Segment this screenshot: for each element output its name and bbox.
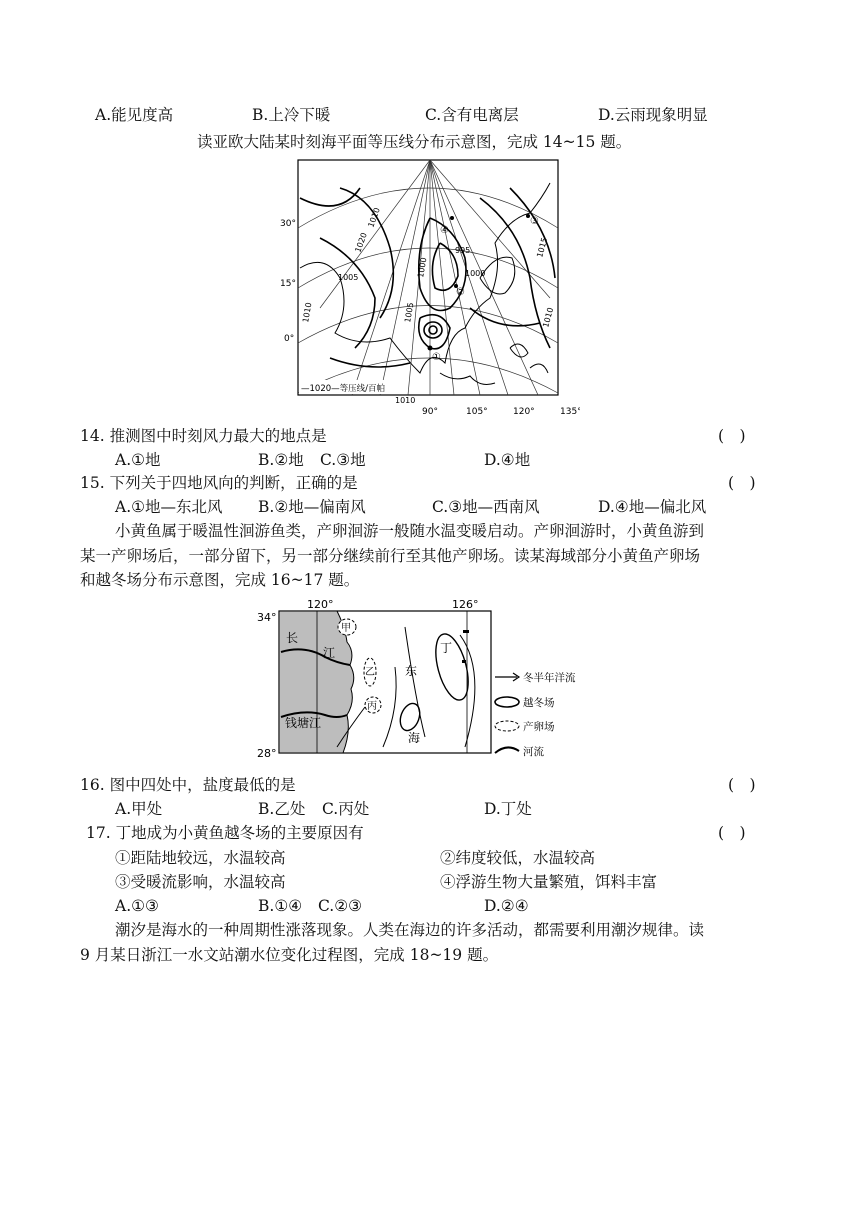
q13-option-c: C.含有电离层	[425, 106, 519, 124]
point-label: ②	[456, 287, 465, 298]
legend-current: 冬半年洋流	[523, 672, 576, 684]
q16-option-c: C.丙处	[322, 800, 370, 818]
q17-paren: ( )	[718, 824, 746, 842]
lat-label: 34°	[257, 611, 277, 624]
paragraph-line: 潮汐是海水的一种周期性涨落现象。人类在海边的许多活动，都需要利用潮汐规律。读	[115, 921, 705, 939]
paragraph-line: 某一产卵场后，一部分留下，另一部分继续前行至其他产卵场。读某海域部分小黄鱼产卵场	[80, 547, 701, 565]
place-label-bing: 丙	[367, 701, 377, 712]
lat-label: 30°	[280, 219, 296, 229]
q17-option-a: A.①③	[115, 897, 159, 915]
q17-option-c: C.②③	[318, 897, 363, 915]
q14-option-a: A.①地	[115, 451, 161, 469]
isobar-map	[280, 158, 580, 418]
q16-paren: ( )	[728, 776, 756, 794]
q14-option-c: C.③地	[320, 451, 366, 469]
lat-label: 0°	[284, 334, 295, 344]
isobar-label: 1005	[403, 301, 416, 324]
q17-statement-1: ①距陆地较远，水温较高	[115, 849, 286, 867]
q16-option-a: A.甲处	[115, 800, 163, 818]
q13-option-d: D.云雨现象明显	[598, 106, 708, 124]
isobar-label: 995	[455, 246, 471, 255]
isobar-label: 1010	[366, 206, 382, 229]
lat-label: 28°	[257, 747, 277, 760]
lat-label: 15°	[280, 279, 296, 289]
isobar-label: 1010	[541, 306, 556, 329]
q14-stem: 14. 推测图中时刻风力最大的地点是	[80, 427, 327, 445]
q15-paren: ( )	[728, 474, 756, 492]
point-marker	[428, 346, 433, 351]
q15-option-d: D.④地—偏北风	[598, 498, 707, 516]
q15-option-c: C.③地—西南风	[432, 498, 540, 516]
point-marker	[450, 216, 454, 220]
place-label-jia: 甲	[341, 623, 351, 634]
q17-statement-2: ②纬度较低，水温较高	[440, 849, 596, 867]
place-label-yi: 乙	[365, 667, 375, 678]
river-label: 钱塘江	[285, 716, 322, 730]
q14-option-d: D.④地	[484, 451, 531, 469]
lon-label: 90°	[422, 407, 438, 417]
legend-river: 河流	[523, 746, 544, 758]
isobar-label: 1015	[535, 236, 550, 259]
place-label-ding: 丁	[440, 641, 453, 655]
isobar-label: 1010	[301, 301, 314, 324]
q17-stem: 17. 丁地成为小黄鱼越冬场的主要原因有	[86, 824, 364, 842]
lon-label: 120°	[307, 598, 334, 611]
point-label: ④	[440, 225, 449, 236]
isobar-label: 1000	[465, 269, 486, 278]
legend-spawning: 产卵场	[523, 721, 555, 733]
q14-paren: ( )	[718, 427, 746, 445]
isobar-label: 1000	[416, 256, 429, 279]
q13-option-b: B.上冷下暖	[252, 106, 331, 124]
lon-label: 135°	[560, 407, 580, 417]
legend-wintering: 越冬场	[523, 697, 555, 709]
q16-option-b: B.乙处	[258, 800, 306, 818]
isobar-label: 1010	[395, 396, 416, 405]
q16-option-d: D.丁处	[484, 800, 532, 818]
paragraph-line: 小黄鱼属于暖温性洄游鱼类，产卵洄游一般随水温变暖启动。产卵洄游时，小黄鱼游到	[115, 522, 705, 540]
intro-14-15: 读亚欧大陆某时刻海平面等压线分布示意图，完成 14~15 题。	[197, 133, 632, 151]
lon-label: 126°	[452, 598, 479, 611]
q13-option-a: A.能见度高	[95, 106, 174, 124]
q14-option-b: B.②地	[258, 451, 304, 469]
river-label: 长	[286, 631, 299, 645]
q17-option-b: B.①④	[258, 897, 303, 915]
paragraph-line: 9 月某日浙江一水文站潮水位变化过程图，完成 18~19 题。	[80, 946, 499, 964]
isobar-legend: —1020—等压线/百帕	[301, 384, 385, 394]
q17-statement-4: ④浮游生物大量繁殖，饵料丰富	[440, 873, 658, 891]
point-label: ①	[432, 352, 441, 363]
point-label: ③	[530, 216, 539, 227]
fish-ground-map	[255, 597, 605, 767]
q16-stem: 16. 图中四处中，盐度最低的是	[80, 776, 296, 794]
fish-ground-map-svg	[255, 597, 605, 767]
isobar-label: 1020	[353, 231, 369, 254]
isobar-label: 1005	[338, 273, 359, 282]
sea-label: 东	[405, 664, 418, 678]
q17-statement-3: ③受暖流影响，水温较高	[115, 873, 286, 891]
lon-label: 105°	[466, 407, 488, 417]
isobar-map-svg	[280, 158, 580, 418]
q17-option-d: D.②④	[484, 897, 529, 915]
sea-label: 海	[408, 731, 421, 745]
river-label: 江	[323, 646, 336, 660]
q15-option-a: A.①地—东北风	[115, 498, 223, 516]
q15-stem: 15. 下列关于四地风向的判断，正确的是	[80, 474, 358, 492]
q15-option-b: B.②地—偏南风	[258, 498, 366, 516]
paragraph-line: 和越冬场分布示意图，完成 16~17 题。	[80, 571, 360, 589]
lon-label: 120°	[513, 407, 535, 417]
